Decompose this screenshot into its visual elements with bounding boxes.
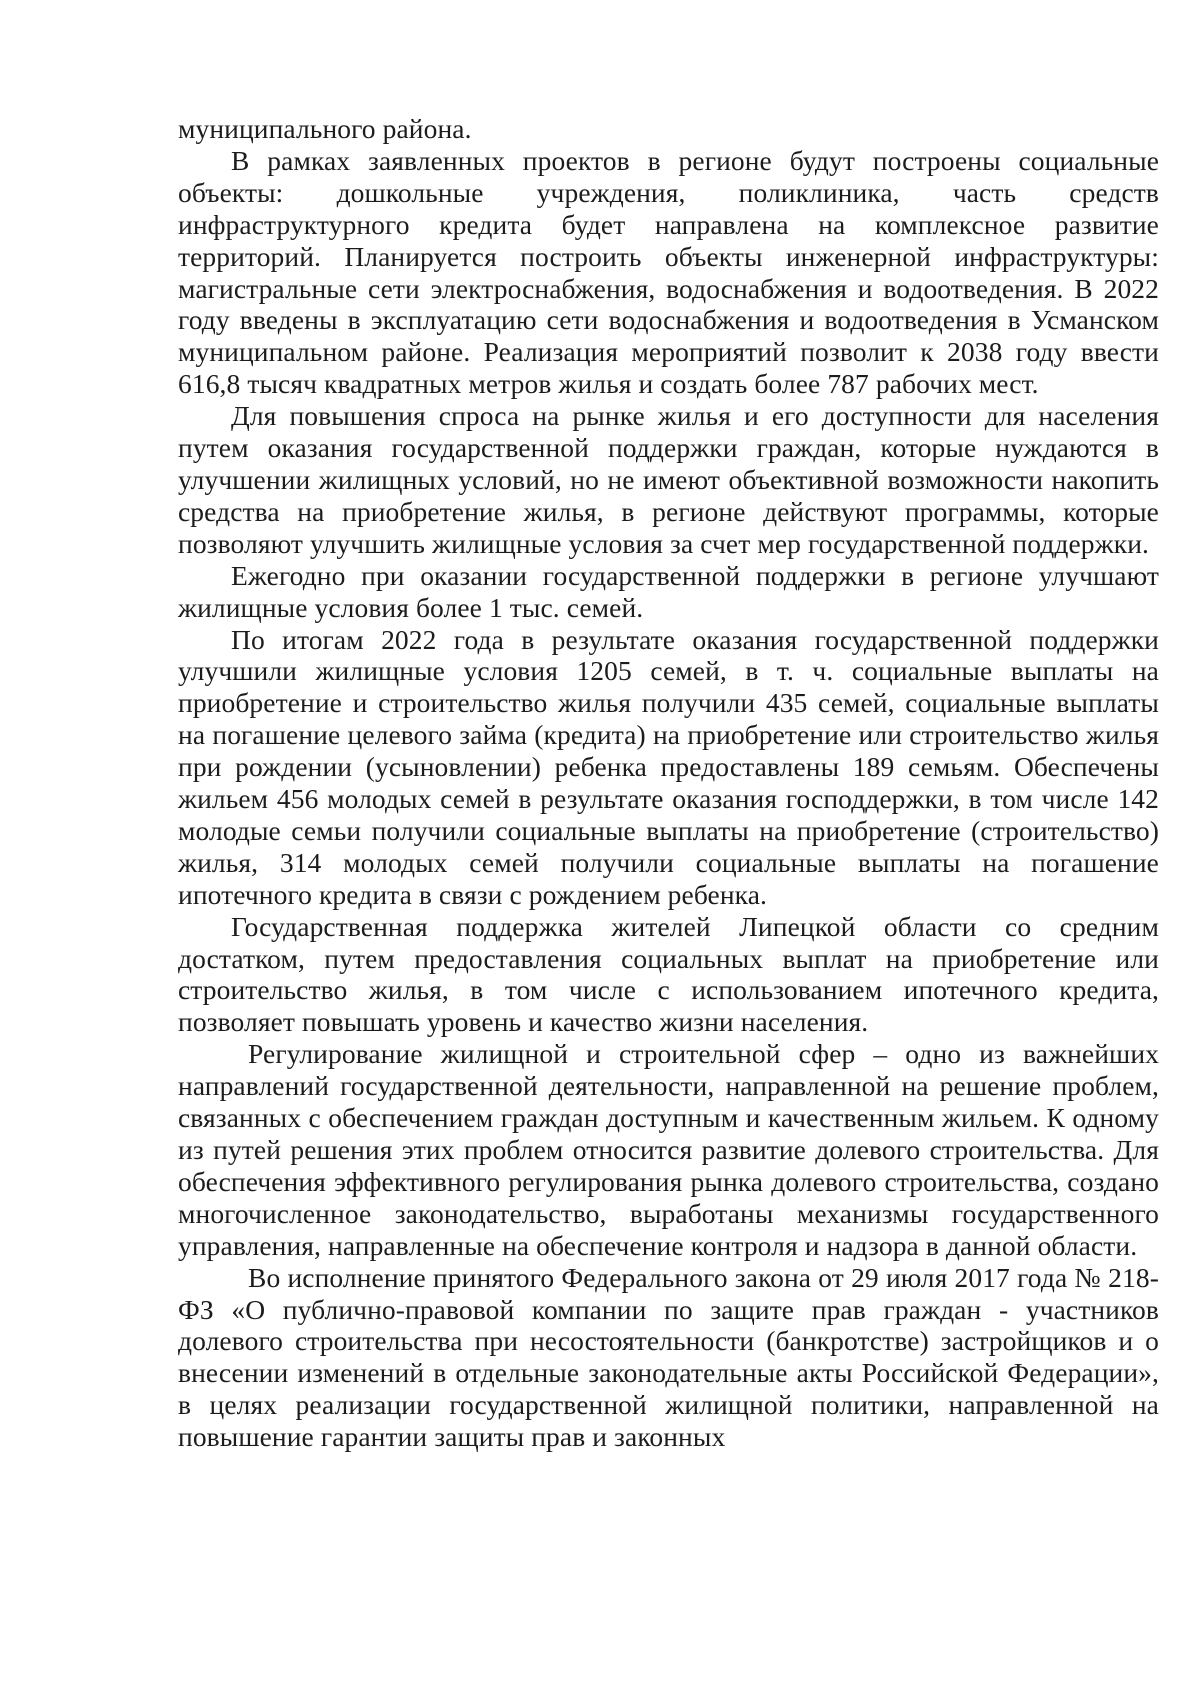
paragraph-regulation: Регулирование жилищной и строительной сфер – одно из важнейших направлений государственной деятельности, направленной на решение проблем, связанных с обеспечением граждан доступным и качественным жильем. К одному из путей решения этих проблем относится развитие долевого строительства. Для обеспечения эффективного регулирования рынка долевого строительства, создано многочисленное законодательство, выработаны механизмы государственного управления, направленные на обеспечение контроля и надзора в данной области. (178, 1038, 1159, 1261)
paragraph-housing-demand: Для повышения спроса на рынке жилья и его доступности для населения путем оказания государственной поддержки граждан, которые нуждаются в улучшении жилищных условий, но не имеют объективной возможности накопить средства на приобретение жилья, в регионе действуют программы, которые позволяют улучшить жилищные условия за счет мер государственной поддержки. (178, 400, 1159, 559)
paragraph-continuation: муниципального района. (178, 113, 472, 144)
paragraph-annual-support: Ежегодно при оказании государственной поддержки в регионе улучшают жилищные условия более 1 тыс. семей. (178, 559, 1159, 623)
paragraph-state-support: Государственная поддержка жителей Липецкой области со средним достатком, путем предоставления социальных выплат на приобретение или строительство жилья, в том числе с использованием ипотечного кредита, позволяет повышать уровень и качество жизни населения. (178, 910, 1159, 1038)
paragraph-federal-law: Во исполнение принятого Федерального закона от 29 июля 2017 года № 218-ФЗ «О публично-правовой компании по защите прав граждан - участников долевого строительства при несостоятельности (банкротстве) застройщиков и о внесении изменений в отдельные законодательные акты Российской Федерации», в целях реализации государственной жилищной политики, направленной на повышение гарантии защиты прав и законных (178, 1261, 1159, 1453)
paragraph-2022-results: По итогам 2022 года в результате оказания государственной поддержки улучшили жилищные условия 1205 семей, в т. ч. социальные выплаты на приобретение и строительство жилья получили 435 семей, социальные выплаты на погашение целевого займа (кредита) на приобретение или строительство жилья при рождении (усыновлении) ребенка предоставлены 189 семьям. Обеспечены жильем 456 молодых семей в результате оказания господдержки, в том числе 142 молодые семьи получили социальные выплаты на приобретение (строительство) жилья, 314 молодых семей получили социальные выплаты на погашение ипотечного кредита в связи с рождением ребенка. (178, 623, 1159, 910)
paragraph-social-objects: В рамках заявленных проектов в регионе будут построены социальные объекты: дошкольные учреждения, поликлиника, часть средств инфраструктурного кредита будет направлена на комплексное развитие территорий. Планируется построить объекты инженерной инфраструктуры: магистральные сети электроснабжения, водоснабжения и водоотведения. В 2022 году введены в эксплуатацию сети водоснабжения и водоотведения в Усманском муниципальном районе. Реализация мероприятий позволит к 2038 году ввести 616,8 тысяч квадратных метров жилья и создать более 787 рабочих мест. (178, 144, 1159, 400)
document-body (178, 113, 1159, 1453)
